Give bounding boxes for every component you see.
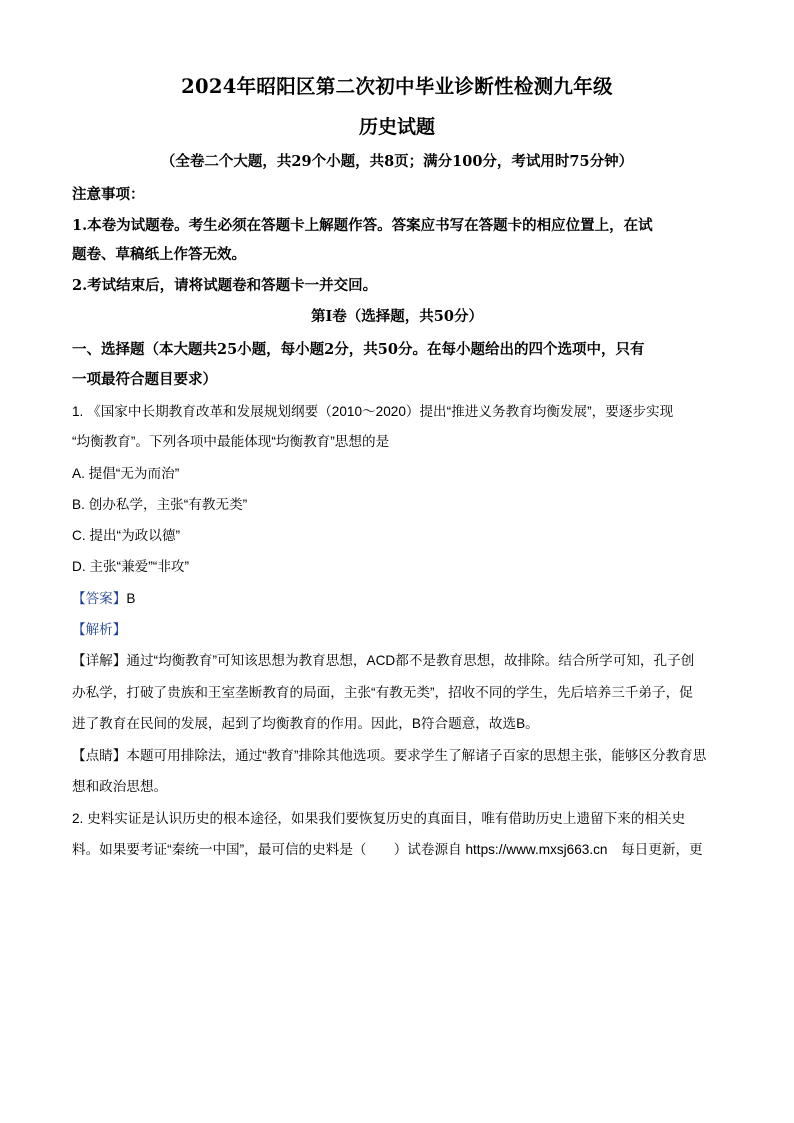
- q1-detail-line-2: 办私学，打破了贵族和王室垄断教育的局面，主张“有教无类”，招收不同的学生，先后培养三千弟子，促: [72, 685, 693, 700]
- detail-text-1: 通过“均衡教育”可知该思想为教育思想，ACD都不是教育思想，故排除。结合所学可知，孔子创: [126, 653, 695, 668]
- q1-analysis-label: [72, 618, 126, 638]
- comment-text-1: 本题可用排除法，通过“教育”排除其他选项。要求学生了解诸子百家的思想主张，能够区分教育思: [126, 748, 707, 763]
- answer-label: 【答案】: [72, 591, 127, 606]
- exam-title: 2024年昭阳区第二次初中毕业诊断性检测九年级: [181, 75, 613, 98]
- q1-detail-line-1: [72, 649, 694, 669]
- answer-value: B: [126, 591, 136, 606]
- q1-answer: [72, 587, 135, 607]
- analysis-label: 【解析】: [72, 622, 127, 637]
- q2-stem-line-1: 2. 史料实证是认识历史的根本途径，如果我们要恢复历史的真面目，唯有借助历史上遗留下来的相关史: [72, 811, 686, 826]
- q1-option-d: D. 主张“兼爱”“非攻”: [72, 559, 190, 574]
- section-heading-line-1: 一、选择题（本大题共25小题，每小题2分，共50分。在每小题给出的四个选项中，只有: [72, 341, 645, 358]
- detail-label: 【详解】: [72, 653, 127, 668]
- exam-info: （全卷二个大题，共29个小题，共8页；满分100分，考试用时75分钟）: [160, 153, 634, 170]
- notice-item-1-line-2: 题卷、草稿纸上作答无效。: [72, 246, 246, 263]
- q1-comment-line-1: [72, 744, 706, 764]
- q1-option-c: C. 提出“为政以德”: [72, 528, 180, 543]
- q1-stem-line-2: “均衡教育”。下列各项中最能体现“均衡教育”思想的是: [72, 434, 390, 449]
- notice-item-2: 2.考试结束后，请将试题卷和答题卡一并交回。: [72, 277, 378, 294]
- q1-stem-line-1: 1. 《国家中长期教育改革和发展规划纲要（2010～2020）提出“推进义务教育均衡发展”，要逐步实现: [72, 404, 674, 419]
- notice-heading: 注意事项：: [72, 186, 145, 203]
- q1-option-b: B. 创办私学，主张“有教无类”: [72, 497, 248, 512]
- notice-item-1-line-1: 1.本卷为试题卷。考生必须在答题卡上解题作答。答案应书写在答题卡的相应位置上，在试: [72, 217, 653, 234]
- part-1-heading: 第Ⅰ卷（选择题，共50分）: [311, 308, 483, 325]
- comment-label: 【点睛】: [72, 748, 127, 763]
- q1-option-a: A. 提倡“无为而治”: [72, 466, 180, 481]
- section-heading-line-2: 一项最符合题目要求）: [72, 371, 217, 388]
- q2-stem-line-2: 料。如果要考证“秦统一中国”，最可信的史料是（ ）试卷源自 https://www.mxsj663.cn 每日更新，更: [72, 842, 703, 857]
- q1-comment-line-2: 想和政治思想。: [72, 779, 168, 794]
- q1-detail-line-3: 进了教育在民间的发展，起到了均衡教育的作用。因此，B符合题意，故选B。: [72, 716, 539, 731]
- subject-title: 历史试题: [358, 116, 435, 138]
